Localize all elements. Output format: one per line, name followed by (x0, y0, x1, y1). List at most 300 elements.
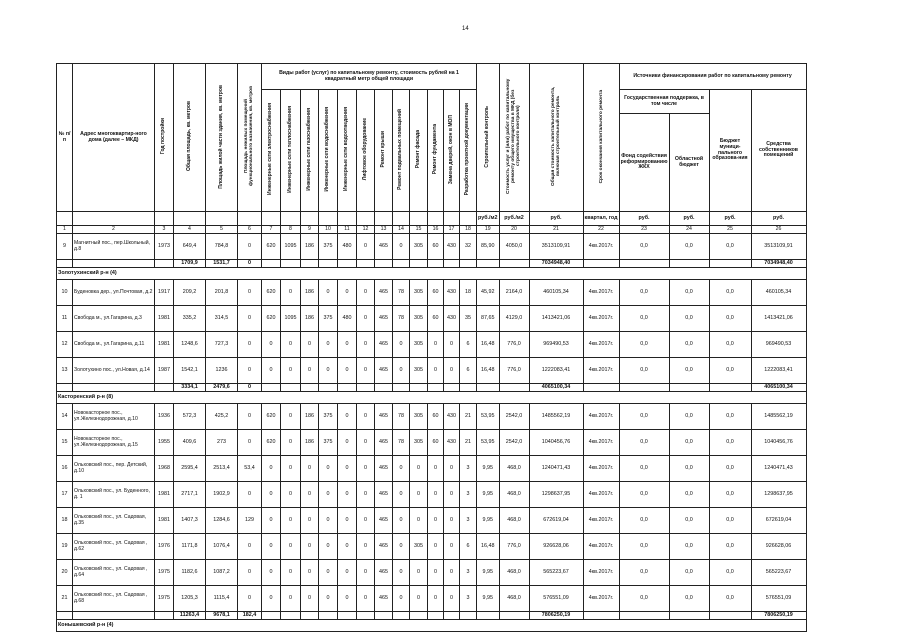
table-cell: 18 (57, 508, 73, 534)
table-cell: 9678,1 (206, 612, 238, 620)
table-cell: 430 (444, 280, 460, 306)
table-cell: 460105,34 (751, 280, 806, 306)
table-cell: 1936 (155, 404, 174, 430)
table-cell (499, 612, 529, 620)
header-work-3: Инженерные сети водоснабжения (324, 107, 331, 192)
table-cell: 0,0 (619, 586, 669, 612)
table-cell: 78 (393, 430, 410, 456)
table-cell: 1205,3 (174, 586, 206, 612)
table-cell: 0 (410, 586, 428, 612)
table-cell: 60 (428, 280, 444, 306)
table-cell: 3 (460, 482, 477, 508)
table-cell: 2513,4 (206, 456, 238, 482)
table-cell: 0,0 (709, 482, 751, 508)
table-cell (155, 612, 174, 620)
table-cell: 60 (428, 404, 444, 430)
table-cell (499, 384, 529, 392)
table-cell: 620 (262, 430, 281, 456)
table-cell: 2595,4 (174, 456, 206, 482)
table-cell: 0 (338, 560, 357, 586)
table-cell: 0 (428, 456, 444, 482)
address-cell (73, 612, 155, 620)
table-cell: 10 (57, 280, 73, 306)
table-cell: 0,0 (669, 430, 709, 456)
table-cell: 1240471,43 (529, 456, 583, 482)
table-cell: 0 (319, 358, 338, 384)
table-cell: 3 (460, 586, 477, 612)
table-cell: 1095 (281, 234, 301, 260)
table-cell: 11263,4 (174, 612, 206, 620)
table-cell: 776,0 (499, 358, 529, 384)
table-cell: 0 (338, 430, 357, 456)
header-living-area: Площадь жилой части здания, кв. метров (217, 84, 224, 189)
table-cell: 0,0 (709, 306, 751, 332)
table-cell: 53,4 (238, 456, 262, 482)
table-cell: 0,0 (669, 306, 709, 332)
table-cell: 0,0 (709, 404, 751, 430)
table-cell: 0 (238, 534, 262, 560)
units-row (57, 212, 807, 226)
address-cell: Свобода м., ул.Гагарина, д.11 (73, 332, 155, 358)
table-cell: 4065100,34 (529, 384, 583, 392)
table-cell: 305 (410, 534, 428, 560)
table-cell: 1182,6 (174, 560, 206, 586)
table-cell: 53,95 (477, 404, 500, 430)
table-cell: 0 (281, 280, 301, 306)
table-cell: 2717,1 (174, 482, 206, 508)
table-cell: 305 (410, 234, 428, 260)
table-cell: 0 (319, 560, 338, 586)
address-cell: Новокасторное пос., ул.Железнодорожная, д.10 (73, 404, 155, 430)
address-cell: Магнитный пос., пер.Школьный, д.8 (73, 234, 155, 260)
table-cell: 0 (393, 482, 410, 508)
table-cell: 0 (281, 404, 301, 430)
column-number-cell: 20 (499, 226, 529, 234)
table-cell: 0 (357, 586, 375, 612)
table-cell: 6 (460, 332, 477, 358)
table-cell: 305 (410, 404, 428, 430)
table-cell (428, 612, 444, 620)
table-cell: 0 (238, 430, 262, 456)
table-cell: 0,0 (709, 280, 751, 306)
table-cell: 465 (375, 404, 393, 430)
table-cell: 0,0 (669, 234, 709, 260)
table-cell: 0 (338, 456, 357, 482)
table-cell (583, 260, 619, 268)
table-row (57, 482, 807, 508)
table-cell (281, 612, 301, 620)
table-cell (444, 384, 460, 392)
table-cell: 465 (375, 534, 393, 560)
address-cell: Ольховский пос., ул. Садовая , д.64 (73, 560, 155, 586)
table-cell: 16 (57, 456, 73, 482)
table-cell: 1413421,06 (751, 306, 806, 332)
table-cell (460, 260, 477, 268)
region-label: Конышевский р-н (4) (57, 620, 807, 632)
table-cell: 465 (375, 306, 393, 332)
table-cell: 0,0 (619, 234, 669, 260)
table-cell (319, 384, 338, 392)
table-cell: 1955 (155, 430, 174, 456)
header-supervision: Строительный контроль (484, 105, 491, 168)
column-number-cell: 3 (155, 226, 174, 234)
table-cell: 0 (444, 456, 460, 482)
table-cell: 1485562,19 (529, 404, 583, 430)
table-cell: 1407,3 (174, 508, 206, 534)
table-cell: 6 (460, 358, 477, 384)
table-cell: 465 (375, 430, 393, 456)
table-cell: 776,0 (499, 534, 529, 560)
table-row (57, 534, 807, 560)
table-cell: 0 (301, 358, 319, 384)
table-cell: 13 (57, 358, 73, 384)
table-cell: 576551,09 (529, 586, 583, 612)
table-cell (375, 612, 393, 620)
table-cell (410, 384, 428, 392)
table-cell (57, 260, 73, 268)
table-cell: 0 (393, 560, 410, 586)
table-cell (669, 612, 709, 620)
header-work-9: Ремонт фундамента (431, 124, 438, 175)
table-cell: 1917 (155, 280, 174, 306)
table-cell (619, 384, 669, 392)
table-cell: 0,0 (619, 560, 669, 586)
table-cell: 620 (262, 234, 281, 260)
table-cell: 4кв.2017г. (583, 358, 619, 384)
header-funding-group: Источники финансирования работ по капитальному ремонту (619, 64, 806, 90)
column-number-cell: 13 (375, 226, 393, 234)
table-cell: 0 (238, 404, 262, 430)
table-cell: 18 (460, 280, 477, 306)
table-cell (477, 384, 500, 392)
unit-cell (338, 212, 357, 226)
column-number-cell: 26 (751, 226, 806, 234)
unit-cell (73, 212, 155, 226)
table-cell: 0 (410, 482, 428, 508)
table-cell: 85,90 (477, 234, 500, 260)
table-cell: 0 (301, 332, 319, 358)
column-number-cell: 4 (174, 226, 206, 234)
table-cell (499, 260, 529, 268)
unit-cell (428, 212, 444, 226)
table-cell: 0 (357, 430, 375, 456)
table-cell: 0 (238, 280, 262, 306)
table-cell: 0 (301, 534, 319, 560)
table-row (57, 430, 807, 456)
unit-cell (155, 212, 174, 226)
table-cell: 0,0 (709, 456, 751, 482)
header-work-4: Инженерные сети водоотведения (343, 107, 350, 192)
table-cell: 0,0 (669, 534, 709, 560)
table-cell: 17 (57, 482, 73, 508)
table-cell (669, 260, 709, 268)
table-cell (393, 384, 410, 392)
table-cell: 1222083,41 (751, 358, 806, 384)
table-cell: 0 (410, 508, 428, 534)
table-cell: 465 (375, 508, 393, 534)
table-cell: 11 (57, 306, 73, 332)
unit-cell (57, 212, 73, 226)
table-cell: 1975 (155, 560, 174, 586)
table-cell: 0 (357, 404, 375, 430)
column-number-cell: 17 (444, 226, 460, 234)
table-cell (375, 260, 393, 268)
table-cell: 186 (301, 430, 319, 456)
table-cell: 0 (410, 456, 428, 482)
unit-cell (357, 212, 375, 226)
table-cell: 0 (281, 456, 301, 482)
table-cell: 1709,9 (174, 260, 206, 268)
header-state-support: Государственная поддержка, в том числе (619, 90, 709, 114)
table-cell: 7806250,19 (751, 612, 806, 620)
table-cell: 1040456,76 (529, 430, 583, 456)
table-cell: 0 (393, 456, 410, 482)
table-cell (410, 260, 428, 268)
table-cell: 16,48 (477, 534, 500, 560)
unit-cell: руб. (619, 212, 669, 226)
table-cell: 0,0 (619, 358, 669, 384)
table-cell: 1095 (281, 306, 301, 332)
table-cell: 0,0 (669, 508, 709, 534)
table-cell: 0 (262, 456, 281, 482)
table-cell: 0 (281, 534, 301, 560)
unit-cell (393, 212, 410, 226)
table-cell: 9,95 (477, 482, 500, 508)
table-cell: 620 (262, 404, 281, 430)
table-cell (301, 260, 319, 268)
table-cell: 430 (444, 430, 460, 456)
table-cell: 305 (410, 280, 428, 306)
table-cell: 776,0 (499, 332, 529, 358)
table-cell: 1240471,43 (751, 456, 806, 482)
table-cell: 0,0 (709, 508, 751, 534)
table-cell: 0 (281, 358, 301, 384)
table-cell: 0 (319, 586, 338, 612)
table-cell: 0 (262, 586, 281, 612)
table-cell: 375 (319, 430, 338, 456)
header-work-6: Ремонт крыши (379, 131, 386, 168)
table-cell: 926628,06 (751, 534, 806, 560)
column-number-cell: 10 (319, 226, 338, 234)
table-cell (428, 260, 444, 268)
unit-cell (281, 212, 301, 226)
table-cell: 9,95 (477, 586, 500, 612)
table-cell: 0 (238, 306, 262, 332)
table-cell: 3 (460, 560, 477, 586)
region-section-row (57, 620, 807, 632)
table-cell: 465 (375, 234, 393, 260)
unit-cell (319, 212, 338, 226)
table-cell: 4кв.2017г. (583, 234, 619, 260)
table-cell: 1975 (155, 586, 174, 612)
table-cell: 0 (357, 280, 375, 306)
table-cell: 0,0 (709, 560, 751, 586)
table-cell: 0 (338, 358, 357, 384)
table-cell: 430 (444, 306, 460, 332)
table-cell: 9,95 (477, 508, 500, 534)
header-owners: Средства собственников помещений (751, 90, 806, 212)
table-cell: 0 (238, 358, 262, 384)
table-cell: 273 (206, 430, 238, 456)
table-cell: 672619,04 (529, 508, 583, 534)
column-number-cell: 6 (238, 226, 262, 234)
table-cell: 0 (319, 332, 338, 358)
table-cell: 3513109,91 (751, 234, 806, 260)
table-row (57, 234, 807, 260)
column-number-cell: 24 (669, 226, 709, 234)
table-cell: 4кв.2017г. (583, 404, 619, 430)
table-cell: 0 (428, 358, 444, 384)
table-cell: 305 (410, 332, 428, 358)
table-cell: 7034948,40 (529, 260, 583, 268)
table-cell: 78 (393, 280, 410, 306)
table-cell: 0 (238, 560, 262, 586)
table-cell (262, 612, 281, 620)
table-cell: 1087,2 (206, 560, 238, 586)
table-cell: 1976 (155, 534, 174, 560)
table-cell (301, 384, 319, 392)
unit-cell: руб./м2 (477, 212, 500, 226)
table-cell: 0,0 (669, 560, 709, 586)
table-cell (281, 260, 301, 268)
table-row (57, 332, 807, 358)
table-cell (262, 384, 281, 392)
table-cell: 186 (301, 404, 319, 430)
table-cell (155, 384, 174, 392)
table-cell (393, 612, 410, 620)
table-cell: 0 (262, 508, 281, 534)
table-cell: 0 (319, 456, 338, 482)
table-cell (338, 384, 357, 392)
table-cell: 1248,6 (174, 332, 206, 358)
table-cell: 2542,0 (499, 430, 529, 456)
table-cell: 0 (393, 508, 410, 534)
unit-cell (238, 212, 262, 226)
table-cell (57, 612, 73, 620)
column-number-cell: 9 (301, 226, 319, 234)
table-cell: 4кв.2017г. (583, 482, 619, 508)
table-cell: 0 (393, 586, 410, 612)
table-cell: 0 (410, 560, 428, 586)
table-cell (375, 384, 393, 392)
table-cell: 0 (338, 534, 357, 560)
table-cell: 2542,0 (499, 404, 529, 430)
header-total-area: Общая площадь, кв. метров (185, 101, 192, 172)
table-cell: 4кв.2017г. (583, 534, 619, 560)
table-cell: 465 (375, 560, 393, 586)
table-cell: 375 (319, 234, 338, 260)
table-cell (583, 612, 619, 620)
table-cell: 0 (444, 586, 460, 612)
table-cell: 0 (444, 534, 460, 560)
table-cell (262, 260, 281, 268)
header-work-7: Ремонт подвальных помещений (397, 108, 404, 190)
table-cell: 0 (357, 332, 375, 358)
table-cell (477, 260, 500, 268)
column-number-cell: 14 (393, 226, 410, 234)
table-cell: 3334,1 (174, 384, 206, 392)
unit-cell: руб./м2 (499, 212, 529, 226)
table-cell: 4050,0 (499, 234, 529, 260)
table-cell: 1973 (155, 234, 174, 260)
table-cell: 0 (319, 534, 338, 560)
table-cell: 4кв.2017г. (583, 586, 619, 612)
table-cell: 16,48 (477, 332, 500, 358)
header-deadline: Срок окончания капитального ремонта (598, 89, 604, 184)
table-cell: 0 (262, 534, 281, 560)
table-cell: 0 (357, 456, 375, 482)
table-cell: 60 (428, 234, 444, 260)
table-cell: 1542,1 (174, 358, 206, 384)
address-cell (73, 384, 155, 392)
unit-cell: квартал, год (583, 212, 619, 226)
table-cell: 0 (428, 482, 444, 508)
table-cell: 335,2 (174, 306, 206, 332)
table-cell: 0 (238, 482, 262, 508)
table-cell: 0,0 (709, 332, 751, 358)
table-cell: 9 (57, 234, 73, 260)
address-cell: Ольховский пос., ул. Садовая , д.68 (73, 586, 155, 612)
header-nonliving-area: Площадь нежилых помещений функционального назначения, кв. метров (244, 86, 255, 187)
table-cell: 1981 (155, 306, 174, 332)
address-cell: Ольховский пос., ул. Садовая , д.62 (73, 534, 155, 560)
table-cell: 0,0 (619, 508, 669, 534)
header-work-5: Лифтовое оборудование (361, 118, 368, 181)
unit-cell (206, 212, 238, 226)
table-cell: 0 (393, 332, 410, 358)
table-cell: 0 (393, 534, 410, 560)
table-cell: 4кв.2017г. (583, 560, 619, 586)
column-number-cell: 1 (57, 226, 73, 234)
table-cell: 20 (57, 560, 73, 586)
table-cell: 1981 (155, 332, 174, 358)
address-cell: Ольховский пос., ул. Садовая, д.35 (73, 508, 155, 534)
header-work-8: Ремонт фасада (414, 130, 421, 169)
table-cell: 0 (357, 306, 375, 332)
table-cell: 0 (393, 234, 410, 260)
unit-cell: руб. (669, 212, 709, 226)
table-cell: 45,92 (477, 280, 500, 306)
table-cell (709, 612, 751, 620)
table-cell: 21 (460, 430, 477, 456)
table-cell: 4кв.2017г. (583, 332, 619, 358)
table-cell: 0 (338, 586, 357, 612)
header-regional: Областной бюджет (669, 114, 709, 212)
table-cell: 672619,04 (751, 508, 806, 534)
table-cell: 468,0 (499, 482, 529, 508)
table-cell: 60 (428, 306, 444, 332)
table-cell: 0 (428, 586, 444, 612)
table-cell (338, 612, 357, 620)
header-year: Год постройки (160, 118, 167, 155)
table-cell: 0 (262, 482, 281, 508)
table-cell: 0 (428, 332, 444, 358)
address-cell: Золотухино пос., ул.Новая, д.14 (73, 358, 155, 384)
address-cell: Ольховский пос., ул. Буденного, д. 1 (73, 482, 155, 508)
table-cell: 0,0 (709, 430, 751, 456)
header-municipal: Бюджет муници-пального образова-ния (709, 90, 751, 212)
subtotal-row (57, 612, 807, 620)
table-cell: 0 (444, 508, 460, 534)
region-label: Золотухинский р-н (4) (57, 268, 807, 280)
table-cell: 0,0 (619, 456, 669, 482)
table-cell: 78 (393, 306, 410, 332)
table-cell: 0 (301, 508, 319, 534)
table-cell (709, 260, 751, 268)
region-section-row (57, 392, 807, 404)
table-body (57, 234, 807, 632)
table-cell: 1987 (155, 358, 174, 384)
